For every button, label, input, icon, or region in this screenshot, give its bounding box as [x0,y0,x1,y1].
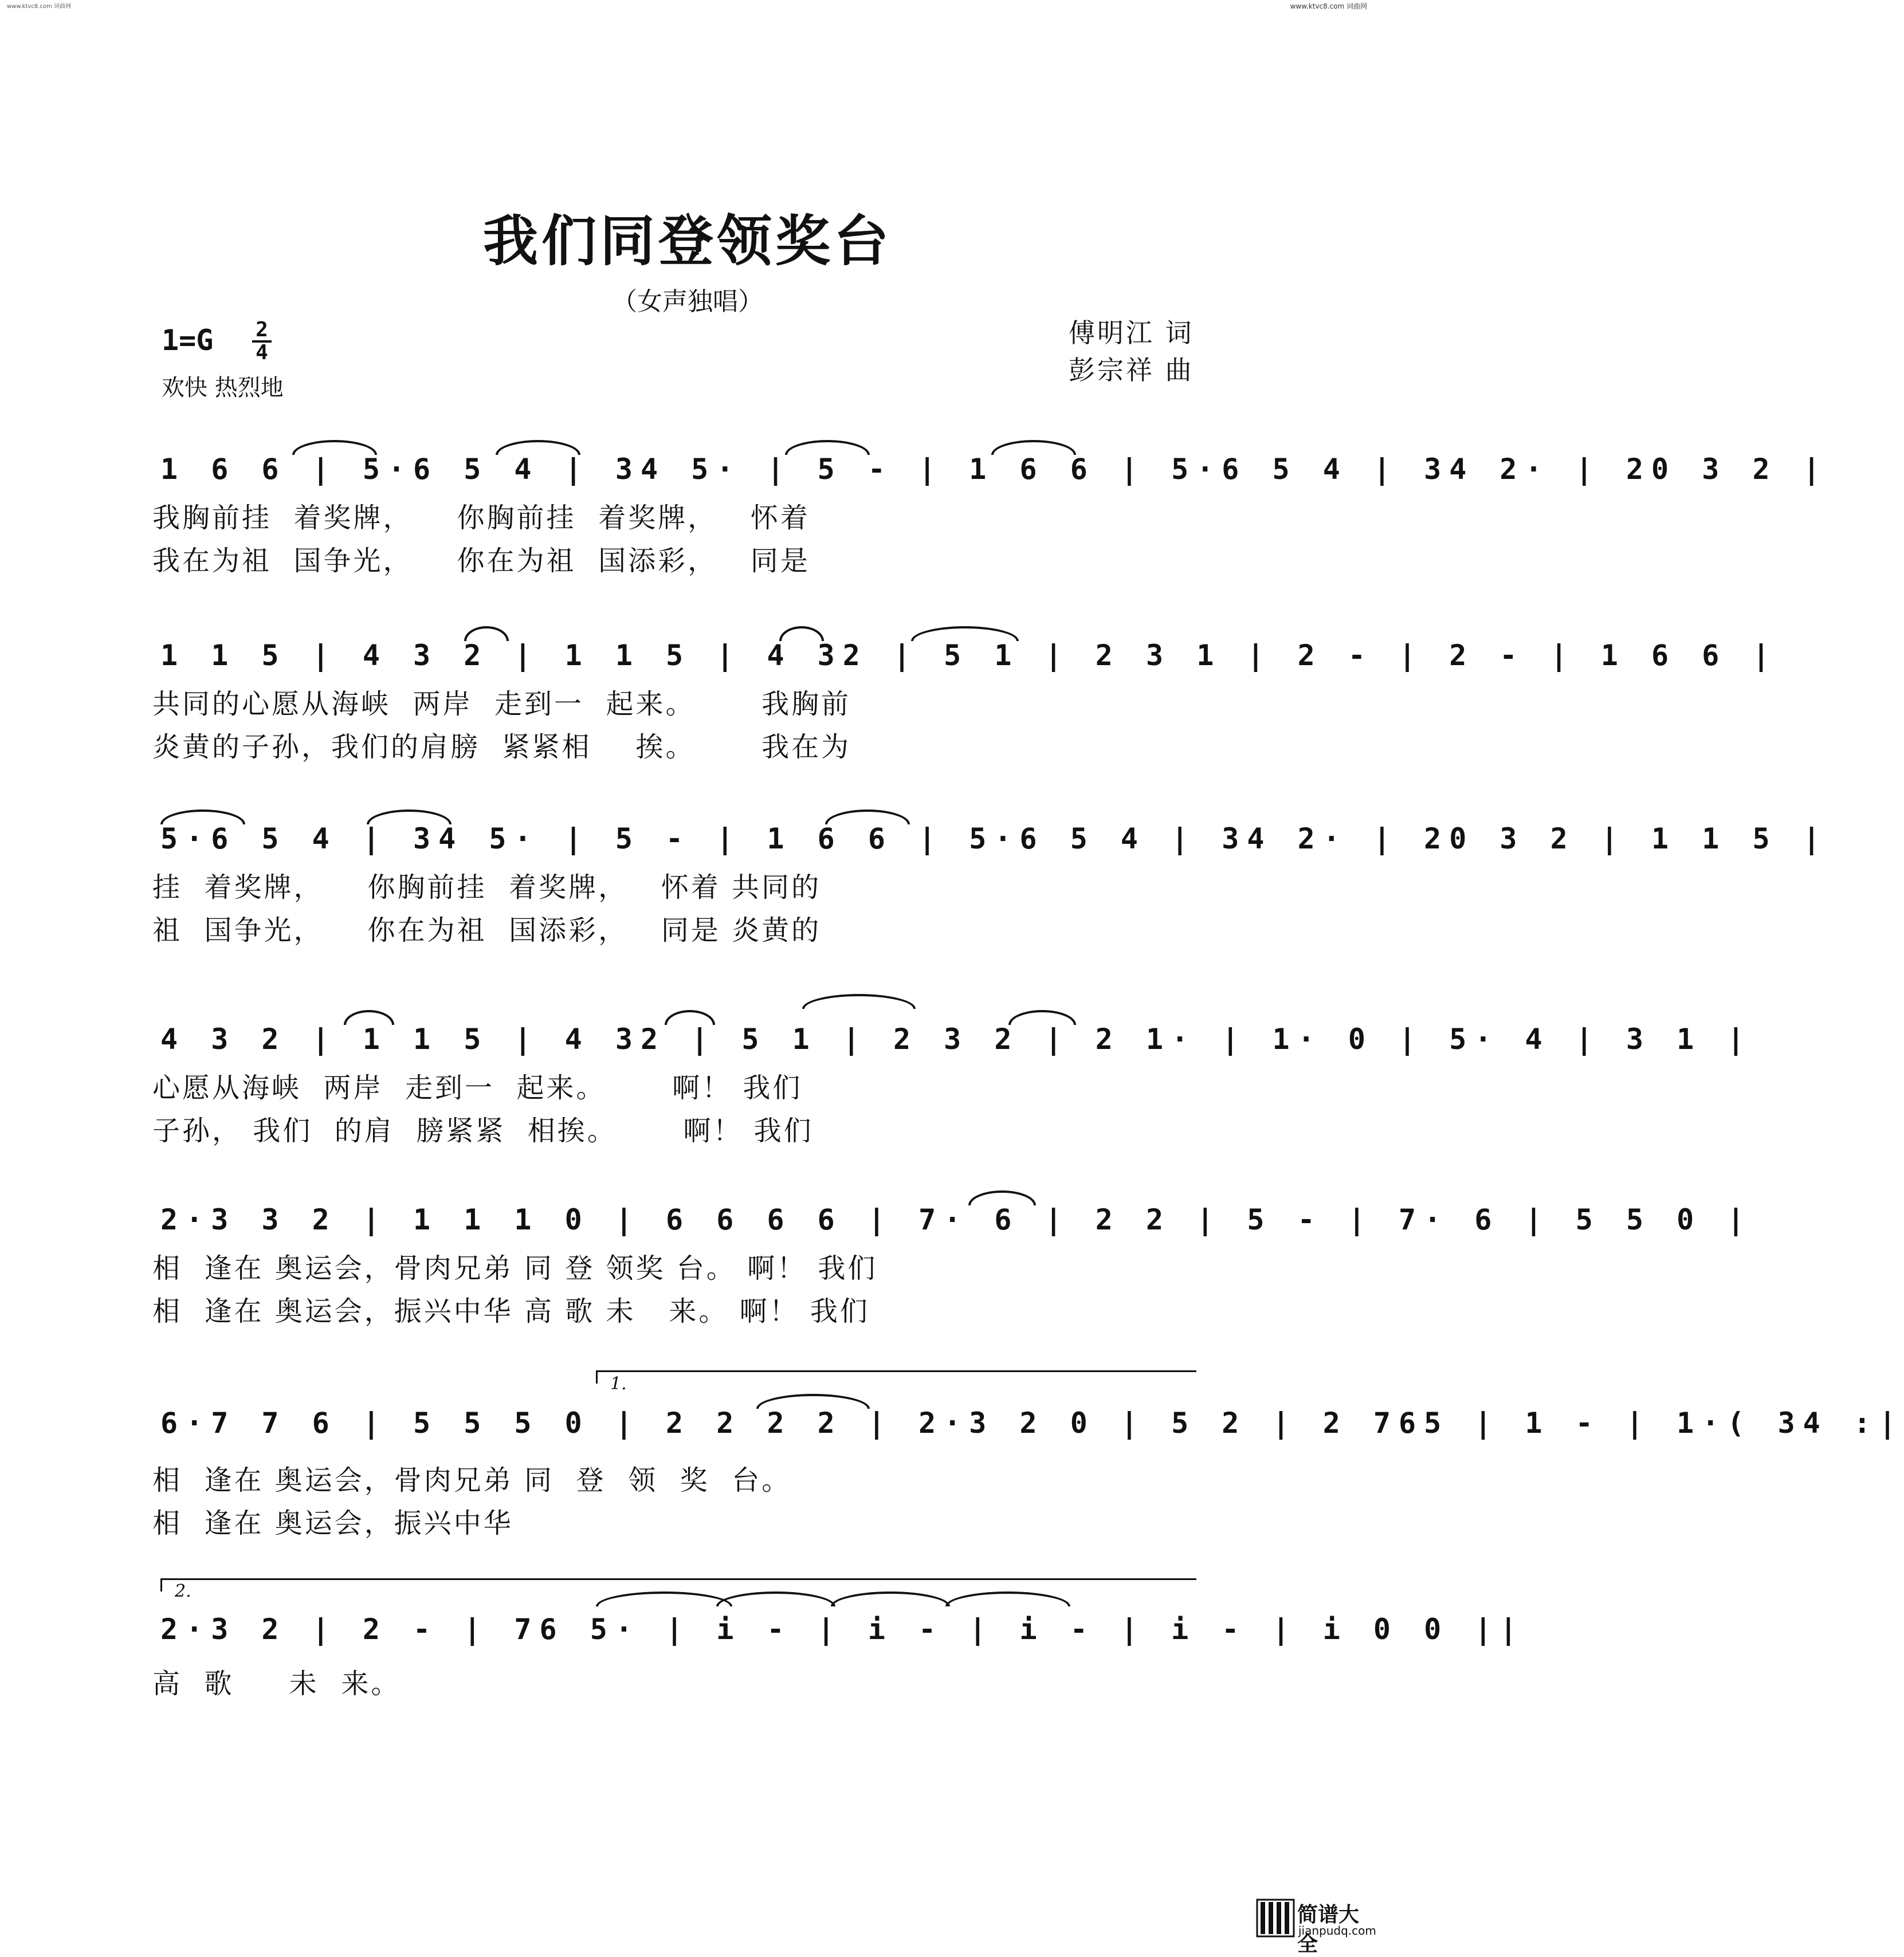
key-signature: 1=G [162,324,214,357]
slur [825,809,910,824]
lyrics-row-3-verse-2: 祖 国争光， 你在为祖 国添彩， 同是 炎黄的 [152,914,822,946]
notation-row-5: 2·3 3 2 | 1 1 1 0 | 6 6 6 6 | 7· 6 | 2 2 | 5 - | 7· 6 | 5 5 0 | [160,1203,1753,1236]
site-tag-right: www.ktvc8.com 词曲网 [1290,2,1367,10]
lyrics-row-5-verse-2: 相 逢在 奥运会，振兴中华 高 歌 未 来。 啊！ 我们 [152,1295,870,1327]
song-subtitle: （女声独唱） [612,287,763,316]
slur [802,994,916,1009]
site-logo [1257,1895,1376,1956]
tempo-marking: 欢快 热烈地 [162,375,284,401]
lyrics-row-4-verse-2: 子孙， 我们 的肩 膀紧紧 相挨。 啊！ 我们 [152,1115,814,1147]
slur [1008,1010,1076,1025]
lyrics-row-4-verse-1: 心愿从海峡 两岸 走到一 起来。 啊！ 我们 [152,1072,803,1104]
tie [945,1591,1070,1606]
slur [968,1190,1036,1205]
slur [665,1010,715,1025]
slur [464,626,509,641]
lyrics-row-1-verse-2: 我在为祖 国争光， 你在为祖 国添彩， 同是 [152,545,810,577]
notation-row-6: 6·7 7 6 | 5 5 5 0 | 2 2 2 2 | 2·3 2 0 | 5 2 | 2 765 | 1 - | 1·( 34 :| [160,1406,1904,1440]
slur [292,440,377,455]
slur [756,1394,870,1409]
lyrics-row-5-verse-1: 相 逢在 奥运会，骨肉兄弟 同 登 领奖 台。 啊！ 我们 [152,1252,878,1284]
lyrics-row-7-verse-1: 高 歌 未 来。 [152,1668,401,1700]
volta-bracket-2 [160,1578,1196,1591]
composer-credit: 彭宗祥 曲 [1069,355,1194,386]
notation-row-3: 5·6 5 4 | 34 5· | 5 - | 1 6 6 | 5·6 5 4 | 34 2· | 20 3 2 | 1 1 5 | [160,822,1828,855]
lyrics-row-1-verse-1: 我胸前挂 着奖牌， 你胸前挂 着奖牌， 怀着 [152,502,810,534]
slur [785,440,870,455]
notation-row-4: 4 3 2 | 1 1 5 | 4 32 | 5 1 | 2 3 2 | 2 1· | 1· 0 | 5· 4 | 3 1 | [160,1023,1753,1056]
lyrics-row-2-verse-1: 共同的心愿从海峡 两岸 走到一 起来。 我胸前 [152,688,851,720]
volta-bracket-1 [596,1370,1196,1384]
slur [496,440,580,455]
slur [779,626,824,641]
lyrics-row-2-verse-2: 炎黄的子孙，我们的肩膀 紧紧相 挨。 我在为 [152,731,851,763]
time-signature-top: 2 [256,318,268,341]
logo-url: jianpudq.com [1298,1924,1376,1938]
tie [831,1591,950,1606]
slur [911,626,1019,641]
tie [716,1591,835,1606]
logo-text: 简谱大全 [1297,1903,1360,1956]
slur [991,440,1076,455]
volta-label-2: 2. [175,1581,191,1601]
piano-keys-icon [1257,1900,1294,1936]
notation-row-2: 1 1 5 | 4 3 2 | 1 1 5 | 4 32 | 5 1 | 2 3 1 | 2 - | 2 - | 1 6 6 | [160,639,1778,672]
tie [596,1591,732,1606]
site-tag-left: www.ktvc8.com 词曲网 [7,3,72,10]
slur [344,1010,394,1025]
lyrics-row-6-verse-2: 相 逢在 奥运会，振兴中华 [152,1507,513,1539]
notation-row-1: 1 6 6 | 5·6 5 4 | 34 5· | 5 - | 1 6 6 | 5·6 5 4 | 34 2· | 20 3 2 | [160,453,1828,486]
lyricist-credit: 傅明江 词 [1069,317,1194,348]
volta-label-1: 1. [610,1374,627,1394]
song-title: 我们同登领奖台 [483,209,892,273]
lyrics-row-6-verse-1: 相 逢在 奥运会，骨肉兄弟 同 登 领 奖 台。 [152,1464,792,1496]
slur [367,809,452,824]
time-signature-bottom: 4 [252,340,272,363]
time-signature [252,320,272,363]
slur [160,809,245,824]
lyrics-row-3-verse-1: 挂 着奖牌， 你胸前挂 着奖牌， 怀着 共同的 [152,871,822,903]
notation-row-7: 2·3 2 | 2 - | 76 5· | i - | i - | i - | i - | i 0 0 || [160,1613,1525,1646]
